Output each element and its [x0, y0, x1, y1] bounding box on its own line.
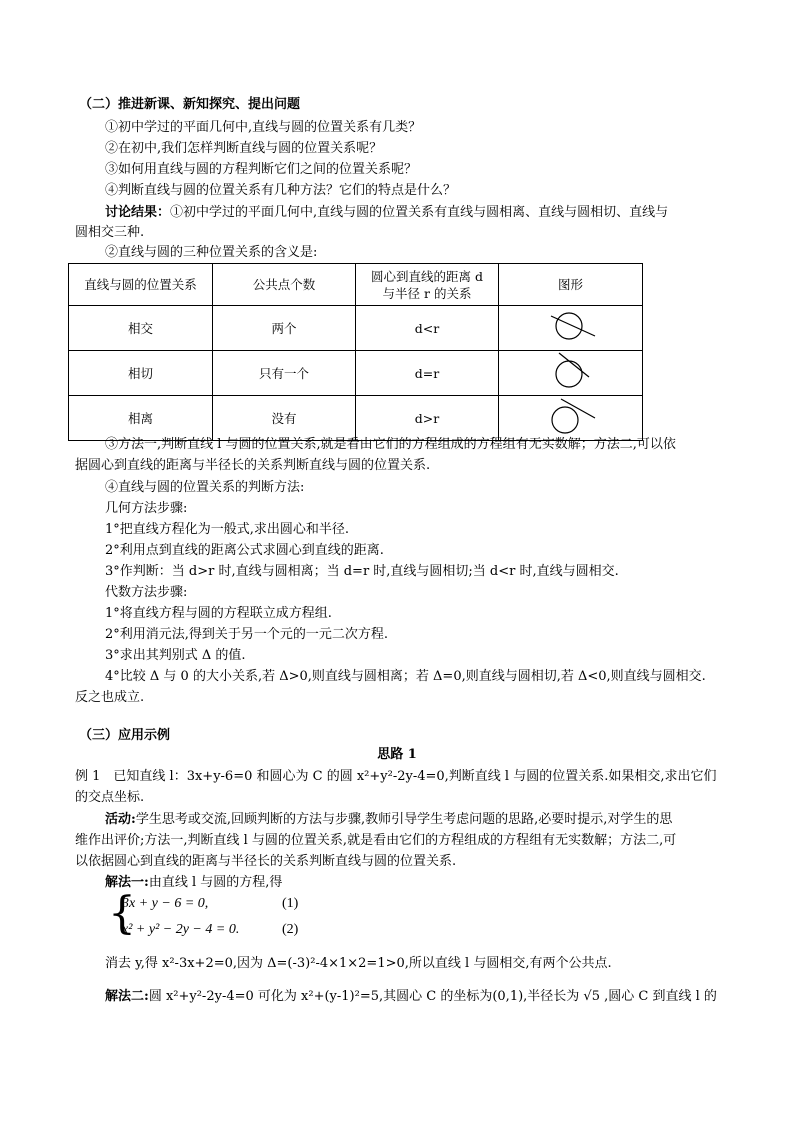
circle-tangent-icon: [541, 351, 601, 391]
question-1: ①初中学过的平面几何中,直线与圆的位置关系有几类？: [105, 120, 422, 135]
geometric-step-3: 3°作判断：当 d>r 时,直线与圆相离；当 d=r 时,直线与圆相切;当 d<r 时,直线与圆相交.: [105, 564, 619, 579]
circle-secant-icon: [541, 306, 601, 346]
table-row: [69, 306, 643, 351]
question-3: ③如何用直线与圆的方程判断它们之间的位置关系呢？: [105, 162, 418, 177]
table-header-row: [69, 264, 643, 306]
cell-relation: 相交: [69, 306, 213, 351]
geometric-step-1: 1°把直线方程化为一般式,求出圆心和半径.: [105, 522, 350, 537]
geometric-steps-title: 几何方法步骤:: [105, 501, 188, 516]
equation-2: x² + y² − 2y − 4 = 0.: [122, 922, 240, 937]
cell-condition: d=r: [356, 351, 499, 396]
circle-separate-icon: [541, 396, 601, 436]
cell-condition: d>r: [356, 396, 499, 441]
cell-condition: d<r: [356, 306, 499, 351]
cell-count: 两个: [213, 306, 356, 351]
judgement-methods-heading: ④直线与圆的位置关系的判断方法:: [105, 480, 305, 495]
solution-1-label: 解法一:: [105, 875, 149, 890]
discussion-text: ①初中学过的平面几何中,直线与圆的位置关系有直线与圆相离、直线与圆相切、直线与: [170, 205, 669, 220]
meaning-line: ②直线与圆的三种位置关系的含义是:: [105, 245, 318, 260]
activity-line1: [105, 811, 672, 829]
header-figure: 图形: [499, 264, 643, 306]
approach-subheading: 思路 1: [377, 747, 417, 762]
cell-count: 只有一个: [213, 351, 356, 396]
solution-2-text: 圆 x²+y²-2y-4=0 可化为 x²+(y-1)²=5,其圆心 C 的坐标为(0,1),半径长为 √5 ,圆心 C 到直线 l 的: [148, 989, 717, 1004]
activity-line3: 以依据圆心到直线的距离与半径长的关系判断直线与圆的位置关系.: [75, 854, 457, 869]
algebraic-step-2: 2°利用消元法,得到关于另一个元的一元二次方程.: [105, 627, 389, 642]
cell-relation: 相离: [69, 396, 213, 441]
figure-tangent: [499, 351, 643, 396]
section2-heading: （二）推进新课、新知探究、提出问题: [79, 97, 301, 112]
table-row: [69, 396, 643, 441]
equation-1: 3x + y − 6 = 0,: [122, 896, 209, 911]
activity-label: 活动:: [105, 812, 136, 827]
discussion-label: 讨论结果：: [105, 205, 171, 220]
solution-2-label: 解法二:: [105, 989, 149, 1004]
equation-1-number: (1): [282, 896, 299, 911]
discussion-line: [105, 204, 668, 222]
discussion-continuation: 圆相交三种.: [75, 225, 145, 240]
table-row: [69, 351, 643, 396]
solution-1-text: 由直线 l 与圆的方程,得: [148, 875, 283, 890]
header-distance: [356, 264, 499, 306]
method-paragraph-line2: 据圆心到直线的距离与半径长的关系判断直线与圆的位置关系.: [75, 458, 431, 473]
header-count: 公共点个数: [213, 264, 356, 306]
question-4: ④判断直线与圆的位置关系有几种方法？它们的特点是什么？: [105, 183, 457, 198]
algebraic-steps-title: 代数方法步骤:: [105, 585, 188, 600]
example-1-line2: 的交点坐标.: [75, 790, 145, 805]
activity-line2: 维作出评价;方法一,判断直线 l 与圆的位置关系,就是看由它们的方程组成的方程组有无实数解；方法二,可: [75, 833, 677, 848]
elimination-line: 消去 y,得 x²-3x+2=0,因为 Δ=(-3)²-4×1×2=1>0,所以直线 l 与圆相交,有两个公共点.: [105, 956, 612, 971]
equation-2-number: (2): [282, 922, 299, 937]
equation-system: [108, 888, 328, 945]
algebraic-step-1: 1°将直线方程与圆的方程联立成方程组.: [105, 606, 332, 621]
activity-text: 学生思考或交流,回顾判断的方法与步骤,教师引导学生考虑问题的思路,必要时提示,对学生的思: [135, 812, 673, 827]
section3-heading: （三）应用示例: [79, 728, 171, 743]
example-1-line1: 例 1 已知直线 l：3x+y-6=0 和圆心为 C 的圆 x²+y²-2y-4=0,判断直线 l 与圆的位置关系.如果相交,求出它们: [75, 769, 717, 784]
algebraic-step-4: 4°比较 Δ 与 0 的大小关系,若 Δ>0,则直线与圆相离；若 Δ=0,则直线与圆相切,若 Δ<0,则直线与圆相交.: [105, 669, 706, 684]
question-2: ②在初中,我们怎样判断直线与圆的位置关系呢？: [105, 141, 383, 156]
header-distance-line1: 圆心到直线的距离 d: [371, 268, 483, 284]
left-brace-icon: {: [108, 888, 136, 939]
header-distance-line2: 与半径 r 的关系: [382, 285, 472, 301]
relation-table: [68, 263, 643, 441]
cell-count: 没有: [213, 396, 356, 441]
figure-intersect: [499, 306, 643, 351]
cell-relation: 相切: [69, 351, 213, 396]
algebraic-step-3: 3°求出其判别式 Δ 的值.: [105, 648, 246, 663]
header-relation: 直线与圆的位置关系: [69, 264, 213, 306]
algebraic-step-4-continuation: 反之也成立.: [75, 690, 145, 705]
figure-separate: [499, 396, 643, 441]
method-paragraph-line1: ③方法一,判断直线 l 与圆的位置关系,就是看由它们的方程组成的方程组有无实数解；方法二,可以依: [105, 437, 676, 452]
solution-2-line: [105, 988, 717, 1006]
geometric-step-2: 2°利用点到直线的距离公式求圆心到直线的距离.: [105, 543, 384, 558]
